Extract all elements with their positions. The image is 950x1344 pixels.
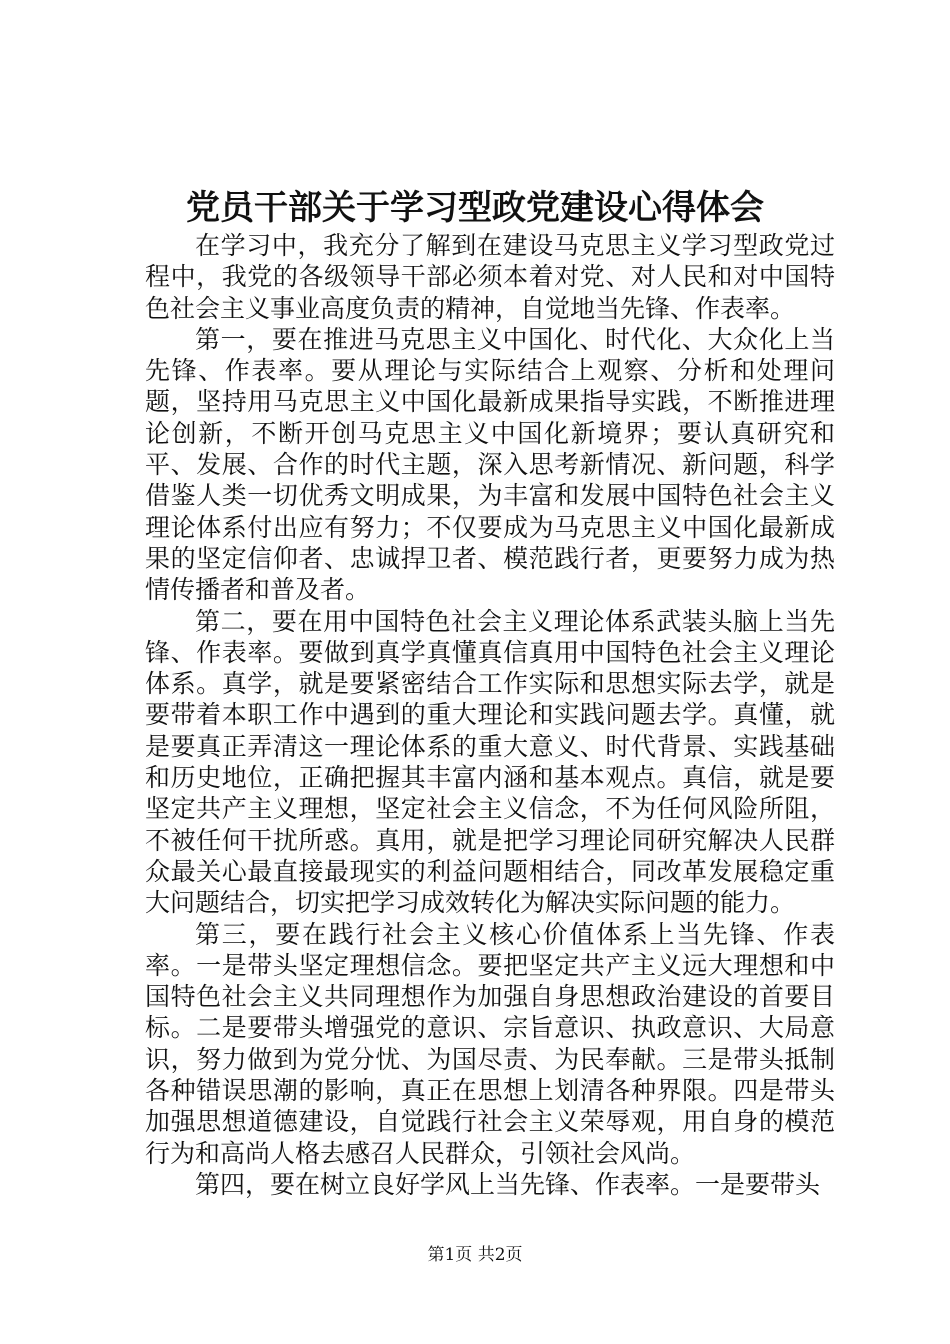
paragraph-intro: 在学习中，我充分了解到在建设马克思主义学习型政党过程中，我党的各级领导干部必须本着对党、对人民和对中国特色社会主义事业高度负责的精神，自觉地当先锋、作表率。 (145, 231, 835, 323)
document-title: 党员干部关于学习型政党建设心得体会 (186, 188, 764, 228)
page-number-footer: 第1页 共2页 (427, 1245, 523, 1265)
paragraph-fourth-point: 第四，要在树立良好学风上当先锋、作表率。一是要带头 (195, 1169, 821, 1199)
document-body (145, 230, 835, 1200)
paragraph-third-point: 第三，要在践行社会主义核心价值体系上当先锋、作表率。一是带头坚定理想信念。要把坚定共产主义远大理想和中国特色社会主义共同理想作为加强自身思想政治建设的首要目标。二是要带头增强党的意识、宗旨意识、执政意识、大局意识，努力做到为党分忧、为国尽责、为民奉献。三是带头抵制各种错误思潮的影响，真正在思想上划清各种界限。四是带头加强思想道德建设，自觉践行社会主义荣辱观，用自身的模范行为和高尚人格去感召人民群众，引领社会风尚。 (145, 919, 835, 1168)
paragraph-second-point: 第二，要在用中国特色社会主义理论体系武装头脑上当先锋、作表率。要做到真学真懂真信真用中国特色社会主义理论体系。真学，就是要紧密结合工作实际和思想实际去学，就是要带着本职工作中遇到的重大理论和实践问题去学。真懂，就是要真正弄清这一理论体系的重大意义、时代背景、实践基础和历史地位，正确把握其丰富内涵和基本观点。真信，就是要坚定共产主义理想，坚定社会主义信念，不为任何风险所阻，不被任何干扰所惑。真用，就是把学习理论同研究解决人民群众最关心最直接最现实的利益问题相结合，同改革发展稳定重大问题结合，切实把学习成效转化为解决实际问题的能力。 (145, 606, 835, 918)
paragraph-first-point: 第一，要在推进马克思主义中国化、时代化、大众化上当先锋、作表率。要从理论与实际结合上观察、分析和处理问题，坚持用马克思主义中国化最新成果指导实践，不断推进理论创新，不断开创马克思主义中国化新境界；要认真研究和平、发展、合作的时代主题，深入思考新情况、新问题，科学借鉴人类一切优秀文明成果，为丰富和发展中国特色社会主义理论体系付出应有努力；不仅要成为马克思主义中国化最新成果的坚定信仰者、忠诚捍卫者、模范践行者，更要努力成为热情传播者和普及者。 (145, 324, 835, 605)
